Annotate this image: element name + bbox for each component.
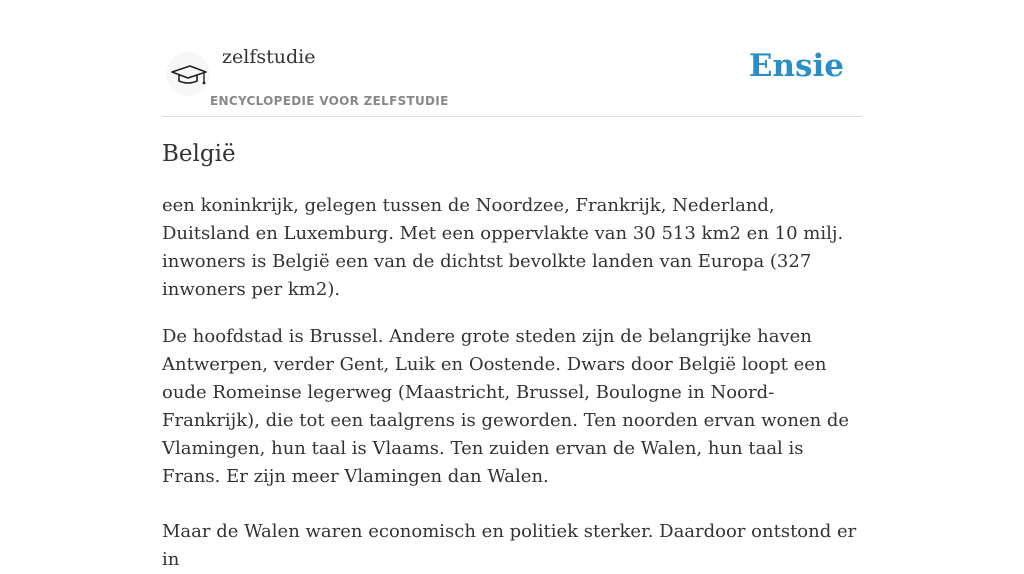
ensie-logo-link[interactable]: Ensie [748, 48, 844, 84]
article-paragraph: De hoofdstad is Brussel. Andere grote steden zijn de belangrijke haven Antwerpen, verder Gent, Luik en Oostende. Dwars door België loopt een oude Romeinse legerweg (Maastricht, Brussel, Boulogne in Noord-Frankrijk), die tot een taalgrens is geworden. Ten noorden ervan wonen de Vlamingen, hun taal is Vlaams. Ten zuiden ervan de Walen, hun taal is Frans. Er zijn meer Vlamingen dan Walen. [162, 326, 850, 487]
graduation-cap-icon[interactable] [166, 52, 210, 96]
site-name-link[interactable]: zelfstudie [222, 46, 316, 68]
article-content [162, 136, 862, 574]
article-paragraph: Maar de Walen waren economisch en politiek sterker. Daardoor ontstond er in [162, 521, 857, 570]
site-header [162, 40, 862, 117]
article-title: België [162, 141, 236, 167]
site-tagline: ENCYCLOPEDIE VOOR ZELFSTUDIE [210, 94, 449, 108]
article-paragraph: een koninkrijk, gelegen tussen de Noordzee, Frankrijk, Nederland, Duitsland en Luxemburg. Met een oppervlakte van 30 513 km2 en 10 milj. inwoners is België een van de dichtst bevolkte landen van Europa (327 inwoners per km2). [162, 195, 844, 300]
